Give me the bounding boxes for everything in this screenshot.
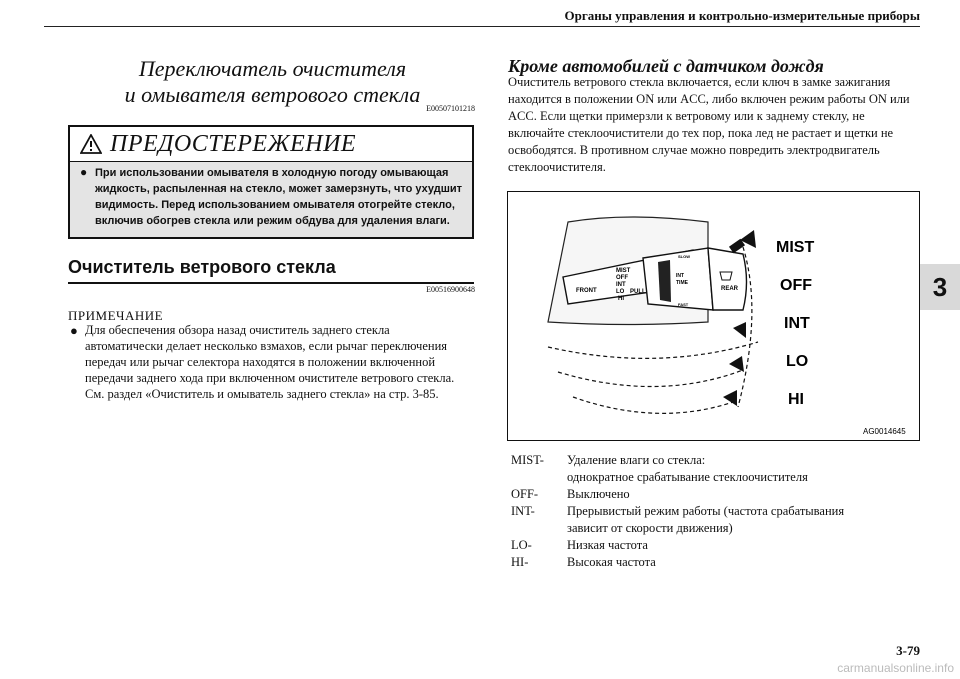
legend-key: OFF- (511, 487, 539, 501)
legend-key: HI- (511, 555, 529, 569)
chapter-tab: 3 (920, 264, 960, 310)
legend-row-off (511, 486, 911, 503)
legend-key: MIST- (511, 453, 544, 467)
arrow-down-icon-3 (723, 390, 737, 406)
warning-triangle-icon (80, 134, 102, 154)
section-rule (68, 282, 474, 284)
legend-value: Выключено (567, 487, 630, 501)
right-heading: Кроме автомобилей с датчиком дождя (508, 56, 824, 76)
legend-key: INT- (511, 504, 535, 518)
position-label-int: INT (784, 315, 810, 332)
lever-label-int: INT (616, 282, 626, 288)
position-label-hi: HI (788, 391, 804, 408)
section-heading: Очиститель ветрового стекла (68, 257, 336, 277)
legend-row-int (511, 503, 911, 537)
position-label-off: OFF (780, 277, 812, 294)
warning-title: ПРЕДОСТЕРЕЖЕНИЕ (110, 130, 357, 157)
lever-label-off: OFF (616, 275, 628, 281)
warning-header (70, 127, 472, 162)
lever-label-lo: LO (616, 289, 625, 295)
warning-bullet: ● (80, 165, 88, 179)
lever-end-cap (708, 248, 747, 310)
lever-label-hi: HI (618, 296, 624, 302)
section-code: E00516900648 (426, 285, 475, 294)
main-title (70, 56, 475, 108)
sweep-arc-3 (573, 397, 733, 413)
legend-key: LO- (511, 538, 532, 552)
lever-label-int-time-1: INT (676, 273, 685, 279)
legend-row-hi (511, 554, 911, 571)
main-title-line2: и омывателя ветрового стекла (124, 82, 421, 107)
legend-value-cont: однократное срабатывание стеклоочистителя (567, 470, 808, 484)
lever-label-fast: FAST (678, 302, 689, 307)
legend-value: Высокая частота (567, 555, 656, 569)
legend-row-mist (511, 452, 911, 486)
lever-label-mist: MIST (616, 268, 631, 274)
lever-label-pull: PULL (630, 289, 646, 295)
running-header: Органы управления и контрольно-измерительные приборы (564, 8, 920, 23)
lever-label-front: FRONT (576, 288, 597, 294)
right-text: Очиститель ветрового стекла включается, если ключ в замке зажигания находится в положении ON или ACC, либо включен режим работы ON или ACC. Если щетки примерзли к ветровому или к заднему стеклу, не включайте стеклоочистители до тех пор, пока лед не растает и щетки не освободятся. В противном случае можно повредить электродвигатель стеклоочистителя. (508, 75, 910, 174)
wiper-lever-illustration (508, 192, 921, 442)
wiper-lever-figure (507, 191, 920, 441)
warning-box (68, 125, 474, 239)
sweep-arc-1 (548, 342, 758, 358)
position-label-lo: LO (786, 353, 809, 370)
lever-dial (658, 260, 671, 302)
note-text: Для обеспечения обзора назад очиститель заднего стекла автоматически делает несколько взмахов, если рычаг переключения передач или рычаг селектора находятся в положении включенной передачи заднего хода при включенном очистителе ветрового стекла. См. раздел «Очиститель и омыватель заднего стекла» на стр. 3-85. (85, 323, 455, 401)
warning-text: При использовании омывателя в холодную погоду омывающая жидкость, распыленная на стекло, может замерзнуть, что ухудшит видимость. Перед использованием омывателя отогрейте стекло, включив обогрев стекла или режим обдува для удаления влаги. (95, 167, 463, 227)
lever-label-int-time-2: TIME (676, 280, 688, 286)
position-label-mist: MIST (776, 239, 815, 256)
legend-value-cont: зависит от скорости движения) (567, 521, 733, 535)
main-title-code: E00507101218 (426, 104, 475, 113)
legend-row-lo (511, 537, 911, 554)
main-title-line1: Переключатель очистителя (138, 56, 407, 81)
legend-value: Удаление влаги со стекла: (567, 453, 706, 467)
page-number: 3-79 (896, 643, 920, 658)
arrow-down-icon-1 (733, 322, 746, 338)
mode-legend (511, 452, 911, 571)
header-rule (44, 26, 920, 27)
note-bullet: ● (70, 323, 78, 338)
legend-value: Низкая частота (567, 538, 648, 552)
arrow-down-icon-2 (729, 356, 744, 372)
note-label: ПРИМЕЧАНИЕ (68, 308, 164, 323)
watermark: carmanualsonline.info (837, 661, 954, 675)
lever-label-slow: SLOW (678, 254, 690, 259)
sweep-arc-2 (558, 370, 743, 387)
lever-label-rear: REAR (721, 286, 739, 292)
legend-value: Прерывистый режим работы (частота срабатывания (567, 504, 845, 518)
figure-code: AG0014645 (863, 427, 906, 436)
